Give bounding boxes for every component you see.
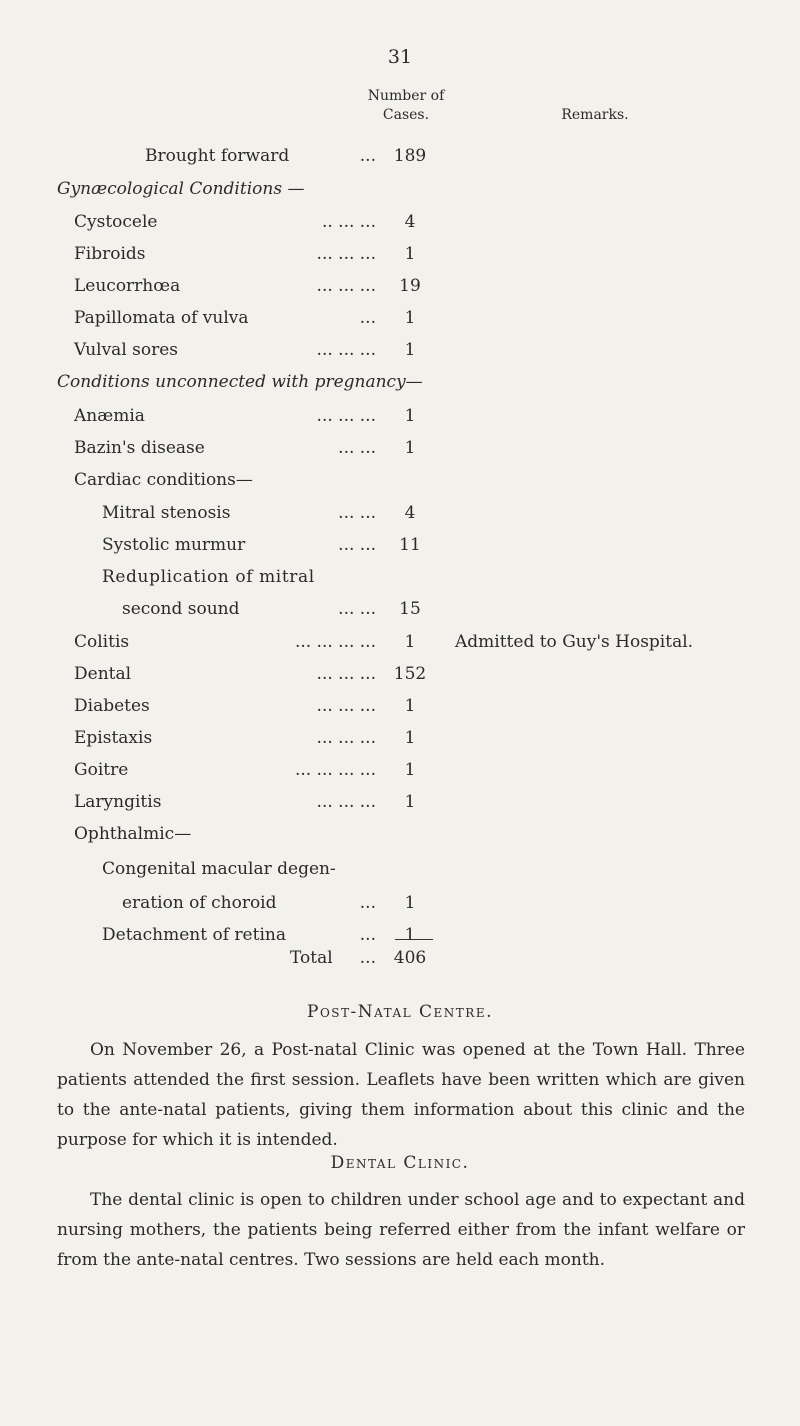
table-row xyxy=(0,368,800,396)
section-heading: Conditions unconnected with pregnancy— xyxy=(57,372,423,392)
cases-header-line1: Number of xyxy=(367,88,445,104)
row-label: Detachment of retina xyxy=(102,925,286,945)
row-label: Vulval sores xyxy=(74,340,179,360)
row-remark: Admitted to Guy's Hospital. xyxy=(455,632,694,652)
row-value: 1 xyxy=(404,632,416,652)
row-value: 1 xyxy=(404,893,416,913)
row-value: 1 xyxy=(404,792,416,812)
row-value: 1 xyxy=(404,760,416,780)
total-value: 406 xyxy=(393,948,427,968)
table-row: Mitral stenosis ... ... 4 xyxy=(0,499,800,527)
row-value: 1 xyxy=(404,728,416,748)
row-label: Laryngitis xyxy=(74,792,162,812)
table-row: Colitis ... ... ... ... 1 Admitted to Guy's Hospital. xyxy=(0,628,800,656)
row-value: 189 xyxy=(393,146,427,166)
row-value: 1 xyxy=(404,925,416,945)
post-natal-paragraph: On November 26, a Post-natal Clinic was opened at the Town Hall. Three patients attended the first session. Leaflets have been written which are given to the ante-natal patients, giving them information about this clinic and the purpose for which it is intended. xyxy=(57,1040,745,1150)
subsection-heading: Ophthalmic— xyxy=(74,824,192,844)
cases-header-line2: Cases. xyxy=(382,107,430,123)
row-label: Papillomata of vulva xyxy=(74,308,249,328)
table-row: Cystocele .. ... ... 4 xyxy=(0,208,800,236)
row-value: 1 xyxy=(404,340,416,360)
table-row: Papillomata of vulva ... 1 xyxy=(0,304,800,332)
row-value: 19 xyxy=(399,276,421,296)
row-value: 15 xyxy=(399,599,421,619)
row-value: 1 xyxy=(404,308,416,328)
table-row: Leucorrhœa ... ... ... 19 xyxy=(0,272,800,300)
row-label: Goitre xyxy=(74,760,129,780)
row-label: Brought forward xyxy=(145,146,290,166)
table-row xyxy=(0,820,800,848)
row-value: 1 xyxy=(404,696,416,716)
row-label: Mitral stenosis xyxy=(102,503,231,523)
dental-clinic-paragraph: The dental clinic is open to children under school age and to expectant and nursing mothers, the patients being referred either from the infant welfare or from the ante-natal centres. Two sessions are held each month. xyxy=(57,1190,745,1270)
table-row: Dental ... ... ... 152 xyxy=(0,660,800,688)
table-row xyxy=(0,855,800,883)
section-heading: Gynæcological Conditions — xyxy=(57,179,305,199)
table-row: Systolic murmur ... ... 11 xyxy=(0,531,800,559)
row-label: second sound xyxy=(122,599,240,619)
row-value: 152 xyxy=(393,664,427,684)
table-row: Detachment of retina ... 1 xyxy=(0,921,800,949)
table-row xyxy=(0,466,800,494)
dental-clinic-heading: Dental Clinic. xyxy=(330,1153,470,1173)
table-row xyxy=(0,175,800,203)
row-label: Leucorrhœa xyxy=(74,276,181,296)
table-row: Brought forward ... 189 xyxy=(0,142,800,170)
row-value: 4 xyxy=(404,212,416,232)
table-row xyxy=(0,563,800,591)
row-value: 1 xyxy=(404,438,416,458)
post-natal-centre-heading: Post-Natal Centre. xyxy=(307,1002,493,1022)
row-label: Reduplication of mitral xyxy=(102,567,315,587)
row-value: 1 xyxy=(404,406,416,426)
table-row: Vulval sores ... ... ... 1 xyxy=(0,336,800,364)
row-label: Cystocele xyxy=(74,212,158,232)
row-label: Fibroids xyxy=(74,244,146,264)
table-row: Epistaxis ... ... ... 1 xyxy=(0,724,800,752)
table-row: Fibroids ... ... ... 1 xyxy=(0,240,800,268)
table-row: Anæmia ... ... ... 1 xyxy=(0,402,800,430)
row-label: eration of choroid xyxy=(122,893,277,913)
table-row: Bazin's disease ... ... 1 xyxy=(0,434,800,462)
row-label: Colitis xyxy=(74,632,130,652)
row-label: Systolic murmur xyxy=(102,535,246,555)
row-label: Epistaxis xyxy=(74,728,153,748)
remarks-column-header: Remarks. xyxy=(561,107,629,123)
subsection-heading: Cardiac conditions— xyxy=(74,470,253,490)
cases-column-header xyxy=(345,87,467,125)
table-row: Goitre ... ... ... ... 1 xyxy=(0,756,800,784)
row-value: 11 xyxy=(399,535,421,555)
row-value: 1 xyxy=(404,244,416,264)
table-row: second sound ... ... 15 xyxy=(0,595,800,623)
table-row: Diabetes ... ... ... 1 xyxy=(0,692,800,720)
row-label: Bazin's disease xyxy=(74,438,205,458)
table-row: Laryngitis ... ... ... 1 xyxy=(0,788,800,816)
row-label: Dental xyxy=(74,664,132,684)
row-label: Anæmia xyxy=(74,406,145,426)
row-label: Congenital macular degen- xyxy=(102,859,336,879)
total-label: Total xyxy=(290,948,333,968)
row-label: Diabetes xyxy=(74,696,150,716)
row-value: 4 xyxy=(404,503,416,523)
total-row: Total ... 406 xyxy=(0,944,800,972)
page-number: 31 xyxy=(387,46,413,68)
table-row: eration of choroid ... 1 xyxy=(0,889,800,917)
total-rule xyxy=(395,939,433,940)
